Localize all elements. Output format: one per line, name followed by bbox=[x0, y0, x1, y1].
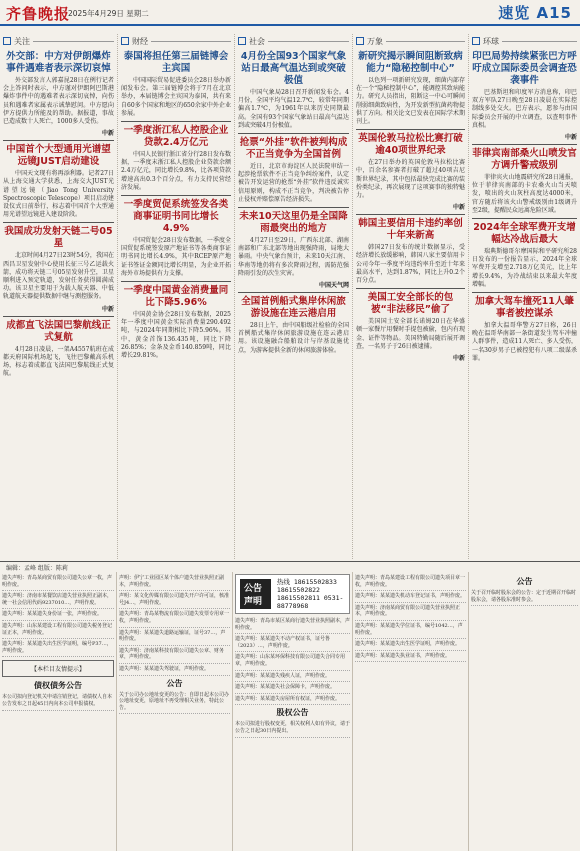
article-body: 4月28日凌晨，一架A4557航班在成都天府国际机场起飞，飞往巴黎戴高乐机场，标志着成都直飞法国巴黎航线正式复航。 bbox=[3, 345, 114, 378]
column-tag bbox=[3, 34, 114, 48]
mid-notice-body: 关于公司办公地址变更的公告：自即日起本公司办公地址变更，原地址不再受理相关业务，特此公告。 bbox=[119, 691, 230, 715]
classified-ad: 遗失声明：山东某环保科技有限公司遗失合同专用章，声明作废。 bbox=[235, 653, 350, 670]
square-icon bbox=[3, 37, 11, 45]
article-headline[interactable]: 一季度贸促系统签发各类商事证明书同比增长4.9% bbox=[123, 199, 229, 235]
article-source: 中新 bbox=[452, 355, 465, 363]
editor-credits: 编辑：孟峰 组版：陈莉 bbox=[0, 561, 580, 571]
article-divider bbox=[472, 292, 577, 293]
column-tag bbox=[238, 34, 349, 48]
article-body: 中国天文现有将再添利器。记者27日从上海交通大学获悉，上海交大JUST光谱望远镜（Jiao Tong University Spectroscopic Telescope）项目启动建设仪式日前举行，标志着中国首个大型通用光谱望远镜进入建设阶段。 bbox=[3, 170, 114, 219]
classified-ad: 遗失声明：某某遗失房屋所有权证，声明作废。 bbox=[235, 695, 350, 706]
classified-ad: 遗失声明：青岛某物流有限公司遗失发票专用章一枚，声明作废。 bbox=[119, 610, 230, 627]
article-headline[interactable]: 2024年全球军费开支增幅达冷战后最大 bbox=[473, 222, 576, 246]
column-tag bbox=[356, 34, 465, 48]
article-body: 以色列一项新研究发现，细菌内部存在一个“隐秘控制中心”，能调控其致病能力。研究人员指出，阻断这一中心可瞬间削弱细菌致病性，为开发新型抗菌药物提供了方向。相关论文已发表在国际学术期刊上。 bbox=[356, 77, 465, 126]
article-divider bbox=[238, 292, 349, 293]
article-headline[interactable]: 韩国主要信用卡违约率创十年来新高 bbox=[358, 218, 463, 242]
column-world-view bbox=[352, 34, 468, 559]
article-headline[interactable]: 外交部：中方对伊朗爆炸事件遇难者表示深切哀悼 bbox=[6, 51, 111, 74]
classified-ad: 遗失声明：某某遗失不动产权证书，证号鲁（2023）…，声明作废。 bbox=[235, 635, 350, 652]
left-notice-title: 债权债务公告 bbox=[34, 681, 82, 691]
classified-ad: 遗失声明：某某遗失驾驶证，声明作废。 bbox=[119, 665, 230, 676]
square-icon bbox=[356, 37, 364, 45]
article-body: 中国黄金协会28日发布数据，2025年一季度中国黄金实际消费量290.492吨，与2024年同期相比下降5.96%。其中，黄金首饰136.435吨，同比下降26.85%；金条及金币140.859吨，同比增长29.81%。 bbox=[121, 311, 231, 360]
article-headline[interactable]: 中国首个大型通用光谱望远镜JUST启动建设 bbox=[6, 144, 111, 168]
article-divider bbox=[238, 133, 349, 134]
article-body: 加拿大温哥华警方27日称，26日晚在温哥华南部一条街道发生驾车冲撞人群事件，造成11人死亡、多人受伤，一名30岁男子已被控犯有八项二级谋杀罪。 bbox=[472, 322, 577, 362]
article-divider bbox=[472, 218, 577, 219]
article-divider bbox=[356, 288, 465, 289]
article-body: 美国国土安全部长诺姆20日在华盛顿一家餐厅用餐时手提包被偷，包内有现金、证件等物品。美国特勤局随后展开调查，一名男子于26日被逮捕。 bbox=[356, 318, 465, 350]
column-focus bbox=[0, 34, 117, 559]
section-title: 速览 A15 bbox=[498, 4, 572, 22]
column-tag-label: 万象 bbox=[367, 36, 383, 46]
article-divider bbox=[356, 129, 465, 130]
phone-line: 热线 18615502833 18615502822 bbox=[276, 578, 337, 594]
center-ads bbox=[235, 617, 350, 705]
article-headline[interactable]: 未来10天这里仍是全国降雨最突出的地方 bbox=[239, 211, 348, 235]
article-headline[interactable]: 新研究揭示瞬间阻断致病能力“隐秘控制中心” bbox=[358, 51, 463, 74]
article-headline[interactable]: 我国成功发射天链二号05星 bbox=[4, 226, 113, 250]
classified-ad: 声明：伊宁工业园区某个体户遗失营业执照正副本，声明作废。 bbox=[119, 574, 230, 591]
phone-line: 18615502811 0531-88778968 bbox=[276, 594, 344, 610]
divider bbox=[151, 41, 231, 42]
article-body: 北京时间4月27日23时54分，我国在西昌卫星发射中心使用长征三号乙运载火箭，成功将天链二号05星发射升空，卫星顺利进入预定轨道，发射任务获得圆满成功。该卫星主要用于为载人航天器、中低轨道航天器提供数据中继与测控服务。 bbox=[3, 252, 114, 301]
classified-ad: 声明：某文化传媒有限公司遗失开户许可证，核准号J4…，声明作废。 bbox=[119, 592, 230, 609]
article-source: 中国天气网 bbox=[318, 282, 349, 290]
article-body: 韩国27日发布的统计数据显示，受经济增长放缓影响，韩国八家主要信用卡公司今年一季度平均违约率升至近十年来最高水平，达到1.87%，同比上升0.2个百分点。 bbox=[356, 244, 465, 285]
square-icon bbox=[121, 37, 129, 45]
article-body: 菲律宾火山地震研究所28日通报，位于菲律宾南部的卡农桑火山当天喷发，喷出的火山灰柱高度达4000米，官方随后将该火山警戒级别由1级调升至2级，提醒民众远离危险区域。 bbox=[472, 174, 577, 214]
classified-ad: 遗失声明：某某遗失机动车登记证书，声明作废。 bbox=[355, 592, 466, 603]
article-headline[interactable]: 成都直飞法国巴黎航线正式复航 bbox=[6, 319, 111, 343]
article-headline[interactable]: 泰国将担任第三届链博会主宾国 bbox=[123, 51, 229, 74]
classifieds-section bbox=[0, 572, 580, 851]
divider bbox=[502, 41, 577, 42]
article-headline[interactable]: 一季度浙江私人控股企业贷款2.4万亿元 bbox=[123, 125, 229, 149]
column-global bbox=[468, 34, 580, 559]
article-headline[interactable]: 美国工安全部长的包被“非法移民”偷了 bbox=[367, 292, 454, 316]
classified-ad: 遗失声明：某某遗失出生医学证明，声明作废。 bbox=[355, 640, 466, 651]
news-columns bbox=[0, 34, 580, 559]
left-notice-body: 本公司拟向登记机关申请注销登记，请债权人自本公告发布之日起45日内向本公司申报债权。 bbox=[2, 693, 114, 710]
article-source: 中新 bbox=[101, 305, 114, 313]
classifieds-right-b bbox=[468, 572, 580, 851]
classifieds-right-a bbox=[352, 572, 468, 851]
classified-ad: 遗失声明：青岛市某区某商行遗失营业执照副本，声明作废。 bbox=[235, 617, 350, 634]
article-source: 中新 bbox=[452, 204, 465, 212]
article-divider bbox=[3, 140, 114, 141]
center-notice-title: 股权公告 bbox=[276, 708, 309, 718]
article-body: 28日上午，由中国船级社检验的全国首例船式集岸休闲旅游设施在连云港启用。该设施融合船舶设计与岸基设施优点，为游客提供全新的休闲旅游体验。 bbox=[238, 322, 349, 354]
column-tag bbox=[121, 34, 231, 48]
newspaper-logo: 齐鲁晚报 bbox=[6, 5, 71, 23]
right-ads bbox=[355, 574, 466, 662]
left-ads bbox=[2, 574, 114, 657]
classified-ad: 遗失声明：济南某科技有限公司遗失公章、财务章，声明作废。 bbox=[119, 647, 230, 664]
issue-date: 2025年4月29日 星期二 bbox=[68, 9, 149, 18]
classified-ad: 遗失声明：某某遗失执业证书，声明作废。 bbox=[355, 652, 466, 663]
article-divider bbox=[3, 222, 114, 223]
classifieds-left bbox=[0, 572, 116, 851]
article-body: 近日，北京市海淀区人民法院审结一起涉抢票软件不正当竞争纠纷案件，认定被告开发运营的抢票“外挂”软件违反诚实信用原则，构成不正当竞争，判决被告停止侵权并赔偿原告经济损失。 bbox=[238, 163, 349, 203]
divider bbox=[268, 41, 349, 42]
article-divider bbox=[238, 207, 349, 208]
square-icon bbox=[238, 37, 246, 45]
column-finance bbox=[117, 34, 234, 559]
article-divider bbox=[121, 281, 231, 282]
mid-ads bbox=[119, 574, 230, 676]
classified-ad: 遗失声明：某某遗失社会保障卡，声明作废。 bbox=[235, 683, 350, 694]
mid-notice-title: 公告 bbox=[166, 678, 183, 688]
article-divider bbox=[3, 316, 114, 317]
article-headline[interactable]: 全国首例船式集岸休闲旅游设施在连云港启用 bbox=[241, 296, 346, 320]
article-headline[interactable]: 菲律宾南部桑火山喷发官方调升警戒级别 bbox=[472, 148, 577, 172]
right-notice-body: 关于召开临时股东会的公告：定于近期召开临时股东会，请各股东准时参会。 bbox=[471, 589, 578, 606]
announcement-phones bbox=[277, 578, 345, 610]
classified-ad: 遗失声明：某某遗失身份证一张，声明作废。 bbox=[2, 610, 114, 621]
divider bbox=[386, 41, 465, 42]
article-body: 中国气象局28日召开新闻发布会。4月份，全国平均气温12.7℃，较常年同期偏高1.7℃，为1961年以来历史同期最高。全国有93个国家气象站日最高气温达到或突破4月份极值。 bbox=[238, 89, 349, 129]
classified-ad: 遗失声明：山东某建设工程有限公司遗失税务登记证正本，声明作废。 bbox=[2, 622, 114, 639]
article-body: 中国国际贸易促进委员会28日举办新闻发布会。第三届链博会将于7月在北京举办，本届链博会主宾国为泰国，共有来自60多个国家和地区的650余家中外企业参展。 bbox=[121, 77, 231, 117]
article-headline[interactable]: 加拿大驾车撞死11人肇事者被控谋杀 bbox=[475, 296, 574, 320]
column-tag bbox=[472, 34, 577, 48]
column-tag-label: 环球 bbox=[483, 36, 499, 46]
divider bbox=[33, 41, 114, 42]
article-divider bbox=[472, 144, 577, 145]
classified-ad: 遗失声明：济南市某餐饮店遗失营业执照正副本，统一社会信用代码9237010…，声明作废。 bbox=[2, 592, 114, 609]
classifieds-center bbox=[232, 572, 352, 851]
article-body: 中国贸促会28日发布数据，一季度全国贸促系统签发原产地证书等各类商事证明书同比增长4.9%，其中RCEP原产地证书签证金额同比增长明显，为企业开拓海外市场提供有力支撑。 bbox=[121, 237, 231, 277]
column-society bbox=[234, 34, 352, 559]
center-notice-body: 本公司拟进行股权变更，相关权利人如有异议，请于公告之日起30日内提出。 bbox=[235, 720, 350, 737]
article-source: 中新 bbox=[101, 130, 114, 138]
classified-ad: 遗失声明：青岛某商贸有限公司遗失公章一枚，声明作废。 bbox=[2, 574, 114, 591]
column-tag-label: 财经 bbox=[132, 36, 148, 46]
article-body: 中国人民银行浙江省分行28日发布数据，一季度末浙江私人控股企业贷款余额2.4万亿元，同比增长9.8%，比各项贷款增速高出0.3个百分点，有力支持民营经济发展。 bbox=[121, 151, 231, 191]
column-tag-label: 关注 bbox=[14, 36, 30, 46]
article-body: 外交部发言人郭嘉昆28日在例行记者会上答问时表示，中方谨对伊朗阿巴斯港爆炸事件中的遇难者表示深切哀悼，向伤员和遇难者家属表示诚挚慰问。中方愿向伊方提供力所能及的帮助。据报道，事故已造成数十人死亡，1000多人受伤。 bbox=[3, 77, 114, 126]
reminder-box: 【本栏目友情提示】 bbox=[2, 660, 114, 677]
article-headline[interactable]: 一季度中国黄金消费量同比下降5.96% bbox=[123, 285, 229, 309]
article-body: 在27日举办的英国伦敦马拉松比赛中，百余名参赛者打破了超过40项吉尼斯世界纪录，其中包括最快完成比赛的装扮类纪录，再次展现了这项赛事的独特魅力。 bbox=[356, 159, 465, 200]
classifieds-mid bbox=[116, 572, 232, 851]
classified-ad: 遗失声明：济南某商贸有限公司遗失营业执照正本，声明作废。 bbox=[355, 604, 466, 621]
article-headline[interactable]: 4月份全国93个国家气象站日最高气温达到或突破极值 bbox=[240, 51, 347, 86]
classified-ad: 遗失声明：某某遗失道路运输证，证号37…，声明作废。 bbox=[119, 629, 230, 646]
column-tag-label: 社会 bbox=[249, 36, 265, 46]
article-divider bbox=[356, 214, 465, 215]
article-headline[interactable]: 印巴局势持续紧张巴方呼吁成立国际委员会调查恐袭事件 bbox=[472, 51, 577, 86]
article-body: 巴基斯坦和印度军方消息称，印巴双方军队27日晚至28日凌晨在实际控制线多处交火。巴方表示，愿参与由国际委员会开展的中立调查，以查明事件真相。 bbox=[472, 89, 577, 129]
classified-ad: 遗失声明：某某遗失出生医学证明，编号P37…，声明作废。 bbox=[2, 640, 114, 657]
announcement-banner bbox=[235, 574, 350, 614]
classified-ad: 遗失声明：某某遗失学位证书，编号1042…，声明作废。 bbox=[355, 622, 466, 639]
right-notice-title: 公告 bbox=[516, 577, 533, 586]
square-icon bbox=[472, 37, 480, 45]
classified-ad: 遗失声明：青岛某建设工程有限公司遗失项目章一枚，声明作废。 bbox=[355, 574, 466, 591]
classified-ad: 遗失声明：某某遗失残疾人证，声明作废。 bbox=[235, 672, 350, 683]
article-body: 4月27日至29日，广西东北部、湖南南部和广东北部等地出现强降雨，局地大暴雨。中央气象台预计，未来10天江南、华南等地仍将有多次降雨过程，需防范强降雨引发的次生灾害。 bbox=[238, 237, 349, 277]
article-divider bbox=[121, 121, 231, 122]
article-headline[interactable]: 英国伦敦马拉松比赛打破逾40项世界纪录 bbox=[358, 133, 463, 157]
article-body: 瑞典斯德哥尔摩国际和平研究所28日发布的一份报告显示，2024年全球军费开支增至2.718万亿美元，比上年增长9.4%，为冷战结束以来最大年度增幅。 bbox=[472, 248, 577, 288]
announcement-label: 公告声明 bbox=[240, 579, 271, 609]
page-header bbox=[0, 0, 580, 26]
article-source: 中新 bbox=[564, 134, 577, 142]
article-headline[interactable]: 抢票“外挂”软件被判构成不正当竞争为全国首例 bbox=[239, 137, 348, 161]
article-divider bbox=[121, 195, 231, 196]
